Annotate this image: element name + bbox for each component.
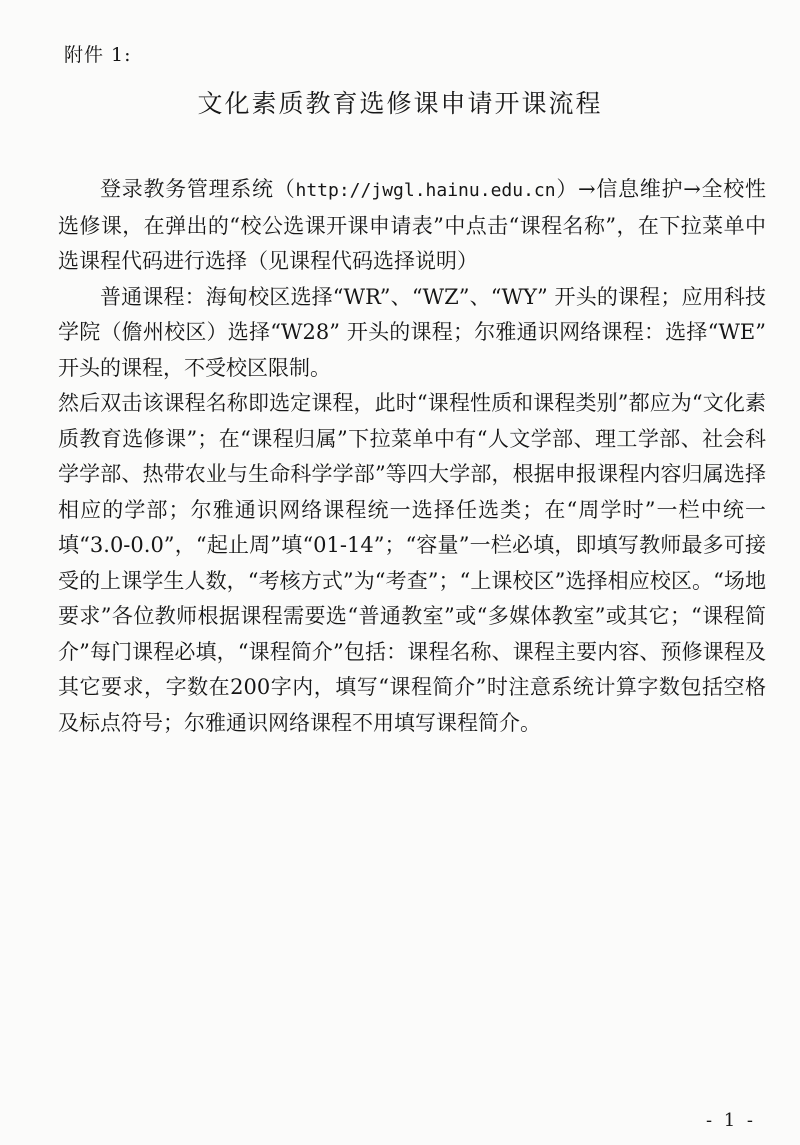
page-number: - 1 - bbox=[705, 1110, 756, 1131]
paragraph-course-codes: 普通课程：海甸校区选择“WR”、“WZ”、“WY” 开头的课程；应用科技学院（儋州校区）选择“W28” 开头的课程；尔雅通识网络课程：选择“WE” 开头的课程，不受校区限制。 bbox=[58, 284, 766, 380]
document-title: 文化素质教育选修课申请开课流程 bbox=[197, 89, 603, 118]
attachment-label: 附件 1: bbox=[64, 44, 132, 66]
login-steps-suffix: ）→信息维护→全校性选修课，在弹出的“校公选课开课申请表”中点击“课程名称”，在下拉菜单中选课程代码进行选择（见课程代码选择说明） bbox=[58, 177, 766, 273]
system-url: http://jwgl.hainu.edu.cn bbox=[295, 180, 556, 201]
paragraph-login-steps bbox=[58, 172, 766, 280]
document-body bbox=[58, 172, 766, 741]
paragraph-form-instructions: 然后双击该课程名称即选定课程，此时“课程性质和课程类别”都应为“文化素质教育选修课”；在“课程归属”下拉菜单中有“人文学部、理工学部、社会科学学部、热带农业与生命科学学部”等四大学部，根据申报课程内容归属选择相应的学部；尔雅通识网络课程统一选择任选类；在“周学时”一栏中统一填“3.0-0.0”，“起止周”填“01-14”；“容量”一栏必填，即填写教师最多可接受的上课学生人数，“考核方式”为“考查”；“上课校区”选择相应校区。“场地要求”各位教师根据课程需要选“普通教室”或“多媒体教室”或其它；“课程简介”每门课程必填，“课程简介”包括：课程名称、课程主要内容、预修课程及其它要求，字数在200字内，填写“课程简介”时注意系统计算字数包括空格及标点符号；尔雅通识网络课程不用填写课程简介。 bbox=[58, 391, 766, 735]
login-steps-prefix: 登录教务管理系统（ bbox=[100, 177, 296, 201]
